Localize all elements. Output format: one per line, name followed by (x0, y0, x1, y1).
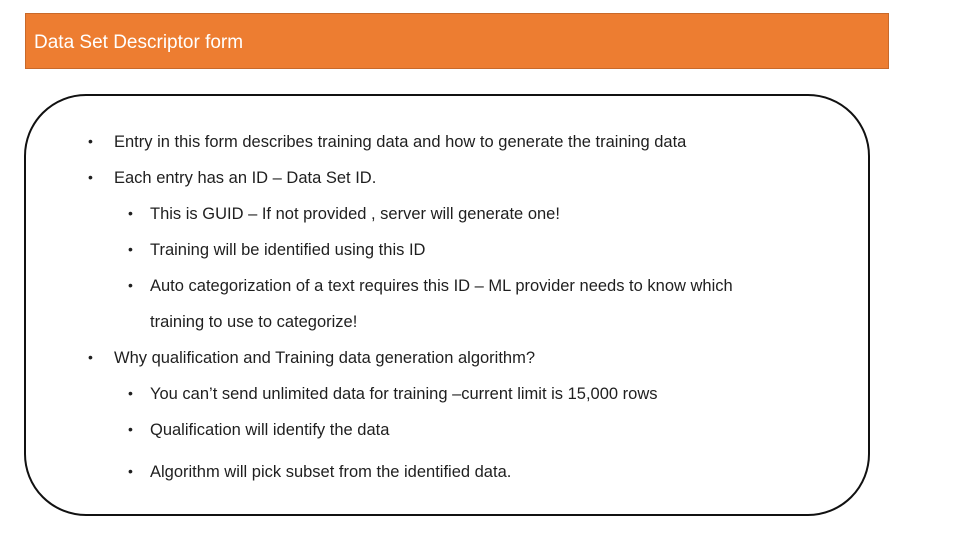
content-box (24, 94, 870, 516)
slide-title: Data Set Descriptor form (34, 32, 244, 53)
bullet-text: Why qualification and Training data generation algorithm? (114, 349, 536, 367)
bullet-text: Qualification will identify the data (150, 421, 390, 439)
bullet-text: Training will be identified using this ID (150, 241, 426, 259)
bullet-text: training to use to categorize! (150, 313, 358, 331)
bullet-text: Algorithm will pick subset from the identified data. (150, 463, 512, 481)
bullet-marker: • (88, 133, 93, 149)
bullet-marker: • (128, 463, 133, 479)
bullet-marker: • (128, 241, 133, 257)
title-bar (25, 13, 889, 69)
bullet-marker: • (128, 205, 133, 221)
bullet-text: This is GUID – If not provided , server will generate one! (150, 205, 560, 223)
bullet-text: You can’t send unlimited data for training –current limit is 15,000 rows (150, 385, 658, 403)
bullet-marker: • (128, 421, 133, 437)
bullet-text: Each entry has an ID – Data Set ID. (114, 169, 377, 187)
bullet-text: Entry in this form describes training data and how to generate the training data (114, 133, 687, 151)
bullet-marker: • (88, 169, 93, 185)
bullet-text: Auto categorization of a text requires this ID – ML provider needs to know which (150, 277, 733, 295)
bullet-marker: • (128, 277, 133, 293)
bullet-marker: • (128, 385, 133, 401)
bullet-marker: • (88, 349, 93, 365)
